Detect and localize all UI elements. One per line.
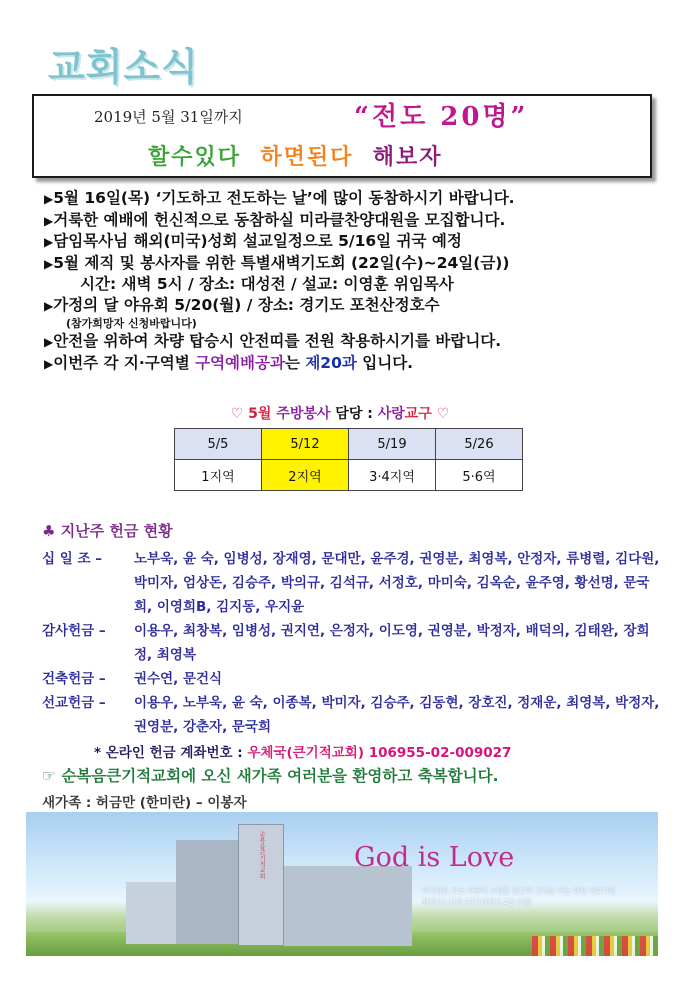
church-photo-banner	[26, 812, 658, 956]
lesson-name: 구역예배공과	[195, 353, 285, 372]
notice-item: ▶거룩한 예배에 헌신적으로 동참하실 미라클찬양대원을 모집합니다.	[44, 210, 506, 229]
offering-label: 감사헌금 –	[42, 623, 106, 639]
notice-item: ▶이번주 각 지·구역별 구역예배공과는 제20과 입니다.	[44, 353, 414, 372]
kitchen-duty-title: ♡ 5월 주방봉사 담당 : 사랑교구 ♡	[230, 406, 450, 422]
triangle-bullet-icon: ▶	[44, 192, 54, 206]
table-cell: 5·6역	[436, 460, 523, 491]
church-tower	[238, 824, 284, 946]
church-building-wing	[282, 866, 412, 946]
triangle-bullet-icon: ▶	[44, 235, 54, 249]
bank-name: 우체국(큰기적교회)	[247, 745, 365, 761]
table-cell: 5/5	[175, 429, 262, 460]
offering-row	[42, 667, 662, 691]
offering-label: 선교헌금 –	[42, 695, 106, 711]
photo-headline: God is Love	[354, 842, 515, 873]
banner-goal: “전도 20명”	[354, 102, 529, 132]
offering-names: 이용우, 노부욱, 윤 숙, 이종복, 박미자, 김승주, 김동현, 장호진, 정재운, 최영복, 박정자, 권영분, 강춘자, 문국희	[134, 695, 660, 735]
notice-item: ▶담임목사님 해외(미국)성회 설교일정으로 5/16일 귀국 예정	[44, 232, 462, 250]
notice-item: ▶안전을 위하여 차량 탑승시 안전띠를 전원 착용하시기를 바랍니다.	[44, 332, 502, 350]
offering-label: 십 일 조 –	[42, 551, 102, 567]
offering-row	[42, 619, 662, 667]
page-title: 교회소식	[48, 45, 199, 89]
club-icon: ♣	[42, 522, 56, 540]
offering-label: 건축헌금 –	[42, 671, 106, 687]
notice-item: ▶5월 16일(목) ‘기도하고 전도하는 날’에 많이 동참하시기 바랍니다.	[44, 189, 515, 207]
triangle-bullet-icon: ▶	[44, 213, 54, 228]
bible-verse: 하나님은 모든 사람이 구원을 받으며 진리를 아는 데에 이르기를 원하시느니라 (디모데전서 2장 4절)	[422, 887, 616, 906]
kitchen-duty-table	[174, 428, 523, 491]
flower-field	[532, 936, 658, 956]
lesson-number: 제20과	[305, 353, 357, 372]
online-offering-account: * 온라인 헌금 계좌번호 : 우체국(큰기적교회) 106955-02-009027	[94, 745, 512, 761]
heart-icon: ♡	[436, 406, 450, 422]
notice-detail: 시간: 새벽 5시 / 장소: 대성전 / 설교: 이영훈 위임목사	[80, 275, 454, 293]
offering-names: 이용우, 최창복, 임병성, 권지연, 은정자, 이도영, 권영분, 박정자, 배덕의, 김태완, 장희정, 최영복	[134, 623, 650, 663]
slogan-part-1: 할수있다	[148, 145, 242, 170]
notice-list	[44, 188, 664, 374]
new-family: 새가족 : 허금만 (한미란) – 이봉자	[42, 795, 247, 811]
table-row	[175, 460, 523, 491]
banner-slogan	[148, 140, 442, 171]
triangle-bullet-icon: ▶	[44, 335, 54, 349]
table-cell: 2지역	[262, 460, 349, 491]
evangelism-banner	[32, 94, 652, 178]
welcome-message: ☞ 순복음큰기적교회에 오신 새가족 여러분을 환영하고 축복합니다.	[42, 767, 499, 785]
heart-icon: ♡	[230, 406, 244, 422]
slogan-part-3: 해보자	[372, 145, 443, 170]
offering-names: 노부욱, 윤 숙, 임병성, 장재영, 문대만, 윤주경, 권영분, 최영복, 안정자, 류병렬, 김다원, 박미자, 엄상돈, 김승주, 박의규, 김석규, 서정호, 마미숙, 김옥순, 윤주영, 황선명, 문국희, 이영희B, 김지동, 우지윤	[134, 551, 660, 615]
slogan-part-2: 하면된다	[260, 145, 354, 170]
table-cell: 3·4지역	[349, 460, 436, 491]
table-cell: 5/12	[262, 429, 349, 460]
table-cell: 5/26	[436, 429, 523, 460]
table-cell: 5/19	[349, 429, 436, 460]
building-sign: 순복음큰기적교회	[258, 831, 265, 879]
triangle-bullet-icon: ▶	[44, 256, 54, 271]
offering-row	[42, 547, 662, 619]
offering-row	[42, 691, 662, 739]
offering-report	[42, 520, 662, 739]
notice-item: ▶가정의 달 야유회 5/20(월) / 장소: 경기도 포천산정호수	[44, 295, 440, 314]
account-number: 106955-02-009027	[368, 745, 512, 761]
pointing-hand-icon: ☞	[42, 767, 56, 785]
triangle-bullet-icon: ▶	[44, 356, 54, 371]
banner-deadline: 2019년 5월 31일까지	[94, 108, 243, 126]
notice-detail: (참가희망자 신청바랍니다)	[66, 317, 197, 330]
notice-item: ▶5월 제직 및 봉사자를 위한 특별새벽기도회 (22일(수)~24일(금))	[44, 253, 510, 272]
offering-names: 권수연, 문건식	[134, 671, 223, 687]
table-row	[175, 429, 523, 460]
offering-title: ♣ 지난주 헌금 현황	[42, 522, 173, 540]
triangle-bullet-icon: ▶	[44, 298, 54, 313]
table-cell: 1지역	[175, 460, 262, 491]
